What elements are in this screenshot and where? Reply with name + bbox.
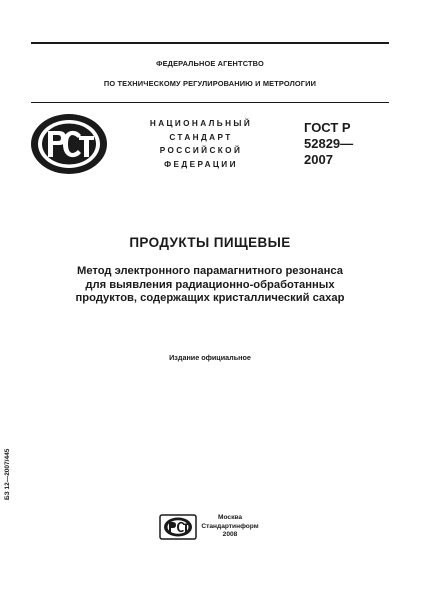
standard-type-line: НАЦИОНАЛЬНЫЙ: [149, 119, 253, 128]
publisher-city: Москва: [217, 514, 243, 521]
edition-label: Издание официальное: [169, 353, 251, 362]
rst-mark-icon: [29, 112, 109, 176]
agency-name: ФЕДЕРАЛЬНОЕ АГЕНТСТВО: [156, 59, 264, 68]
subtitle-line: продуктов, содержащих кристаллический сахар: [75, 292, 345, 304]
standard-type-line: РОССИЙСКОЙ: [159, 146, 243, 155]
subtitle-line: для выявления радиационно-обработанных: [85, 278, 335, 291]
publisher-name: Стандартинформ: [201, 522, 259, 530]
gost-number: [304, 120, 384, 168]
standard-type: [136, 117, 266, 171]
side-code: БЗ 12—2007/445: [4, 448, 11, 500]
publisher-info: [200, 514, 260, 540]
header-rule: [31, 102, 389, 103]
document-title: ПРОДУКТЫ ПИЩЕВЫЕ: [129, 235, 291, 250]
top-rule: [31, 42, 389, 44]
standard-type-line: СТАНДАРТ: [169, 132, 233, 142]
agency-subtitle: ПО ТЕХНИЧЕСКОМУ РЕГУЛИРОВАНИЮ И МЕТРОЛОГИИ: [103, 79, 317, 88]
subtitle-line: Метод электронного парамагнитного резонанса: [77, 265, 343, 277]
gost-line: ГОСТ Р: [304, 120, 351, 135]
publisher-year: 2008: [222, 531, 238, 539]
standard-type-line: ФЕДЕРАЦИИ: [164, 159, 238, 169]
gost-line: 2007: [304, 152, 333, 167]
standartinform-logo-icon: [159, 514, 197, 540]
document-subtitle: [31, 265, 389, 306]
gost-line: 52829—: [304, 136, 354, 151]
